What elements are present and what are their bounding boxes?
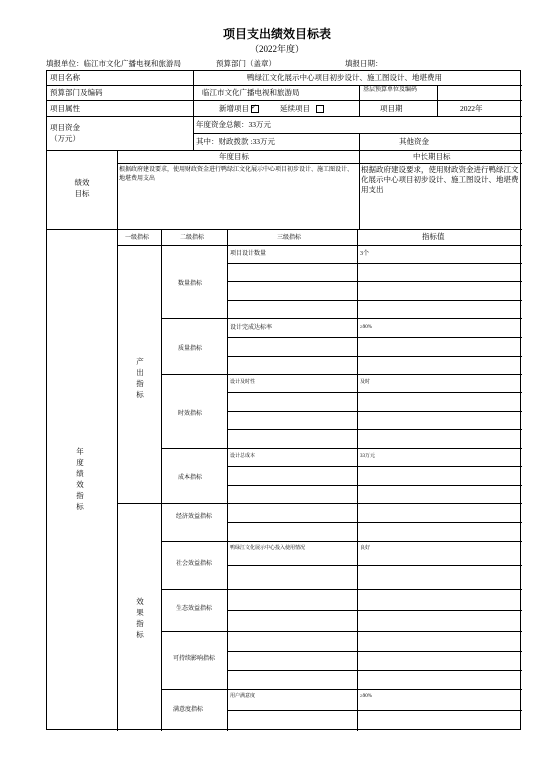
row-divider bbox=[47, 116, 522, 117]
qty-item: 项目设计数量 bbox=[230, 251, 267, 257]
project-funds-label: 项目资金 bbox=[50, 123, 80, 132]
row-divider bbox=[47, 100, 522, 101]
new-project-option[interactable]: 新增项目✓ bbox=[219, 104, 259, 114]
effect-indicators-label: 效果指标 bbox=[136, 597, 144, 639]
base-unit-label: 基层预算单位及编码 bbox=[363, 87, 418, 93]
annual-fund-total: 年度资金总额：33万元 bbox=[196, 120, 271, 129]
fiscal-appropriation: 其中：财政拨款 :33万元 bbox=[196, 137, 275, 146]
row-divider bbox=[47, 85, 522, 86]
longterm-goal-text: 根据政府建设要求，使用财政资金进行鸭绿江文化展示中心项目初步设计、施工图设计、地堪费用支出 bbox=[361, 165, 519, 194]
dept-code-label: 预算部门及编码 bbox=[50, 88, 103, 97]
project-period-value: 2022年 bbox=[460, 104, 483, 113]
level1-header: 一级指标 bbox=[125, 235, 150, 241]
row-divider bbox=[47, 229, 522, 230]
cost-value: 33万元 bbox=[360, 454, 376, 459]
level2-header: 二级指标 bbox=[180, 235, 205, 241]
quality-value: ≥90% bbox=[360, 325, 372, 330]
page-title: 项目支出绩效目标表 bbox=[222, 27, 331, 41]
continuing-project-option[interactable]: 延续项目 bbox=[280, 104, 324, 114]
social-item: 鸭绿江文化展示中心投入使用情况 bbox=[230, 546, 306, 551]
annual-goal-text: 根据政府建设要求，使用财政资金进行鸭绿江文化展示中心项目初步设计、施工图设计、地堪费用支出 bbox=[119, 167, 354, 182]
annual-indicators-label: 年度绩效指标 bbox=[76, 447, 84, 511]
quality-item: 设计完成达标率 bbox=[230, 325, 273, 331]
row-divider bbox=[47, 150, 522, 151]
social-value: 良好 bbox=[360, 546, 371, 551]
cost-indicator: 成本指标 bbox=[178, 475, 203, 481]
qty-value: 3个 bbox=[360, 251, 370, 257]
social-indicator: 社会效益指标 bbox=[175, 561, 212, 567]
quality-indicator: 质量指标 bbox=[178, 346, 203, 352]
row-divider bbox=[193, 133, 522, 134]
annual-goal-header: 年度目标 bbox=[219, 152, 249, 161]
project-funds-unit: （万元） bbox=[50, 134, 80, 143]
timeliness-item: 设计及时性 bbox=[230, 380, 256, 385]
year-subtitle: （2022年度） bbox=[249, 44, 304, 54]
quantity-indicator: 数量指标 bbox=[178, 281, 203, 287]
output-indicators-label: 产出指标 bbox=[136, 357, 144, 399]
indicator-value-header: 指标值 bbox=[422, 232, 445, 241]
cost-item: 设计总成本 bbox=[230, 454, 256, 459]
satisfaction-item: 用户满意度 bbox=[230, 694, 256, 699]
report-date: 填报日期： bbox=[345, 59, 383, 68]
level3-header: 三级指标 bbox=[277, 235, 302, 241]
row-divider bbox=[117, 163, 522, 164]
satisfaction-indicator: 满意度指标 bbox=[173, 707, 204, 713]
other-funds: 其他资金 bbox=[399, 137, 429, 146]
ecological-indicator: 生态效益指标 bbox=[175, 606, 212, 612]
project-period-label: 项目期 bbox=[380, 104, 403, 113]
project-name-value: 鸭绿江文化展示中心项目初步设计、施工图设计、地堪费用 bbox=[247, 73, 442, 82]
row-divider bbox=[117, 245, 522, 246]
timeliness-indicator: 时效指标 bbox=[178, 411, 203, 417]
project-attr-label: 项目属性 bbox=[50, 104, 80, 113]
economic-indicator: 经济效益指标 bbox=[175, 514, 212, 520]
satisfaction-value: ≥90% bbox=[360, 694, 372, 699]
budget-dept-seal: 预算部门（盖章） bbox=[216, 59, 276, 68]
new-project-checkbox[interactable] bbox=[251, 105, 259, 113]
continuing-project-checkbox[interactable] bbox=[316, 105, 324, 113]
performance-table bbox=[46, 70, 521, 730]
dept-code-value: 临江市文化广播电视和旅游局 bbox=[202, 88, 300, 97]
timeliness-value: 及时 bbox=[360, 380, 371, 385]
reporting-unit: 填报单位：临江市文化广播电视和旅游局 bbox=[46, 59, 181, 68]
project-name-label: 项目名称 bbox=[50, 73, 80, 82]
sustainability-indicator: 可持续影响指标 bbox=[172, 656, 215, 662]
performance-goal-label: 绩效目标 bbox=[74, 178, 90, 198]
longterm-goal-header: 中长期目标 bbox=[413, 152, 451, 161]
